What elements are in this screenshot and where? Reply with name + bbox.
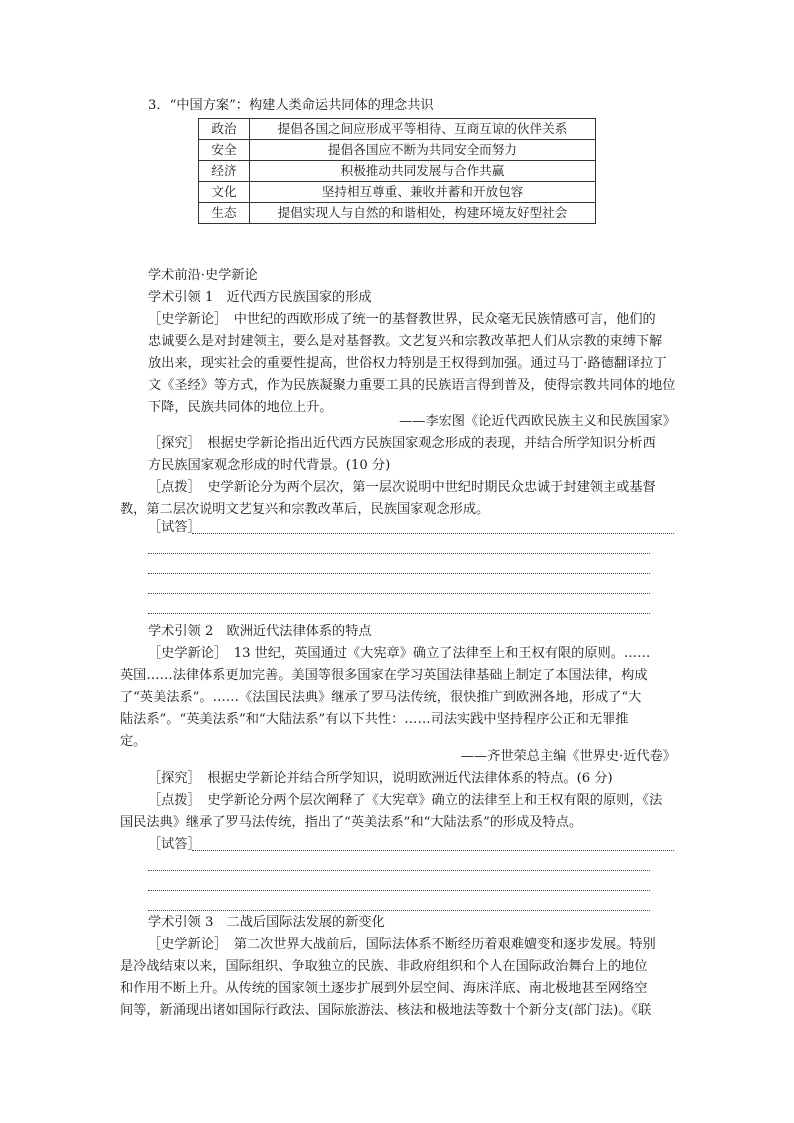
frontier-title: 学术前沿·史学新论 [148, 268, 258, 283]
lead1-text-line: 放出来，现实社会的重要性提高，世俗权力特别是王权得到加强。通过马丁·路德翻译拉丁 [148, 356, 667, 371]
section-heading: 3．“中国方案”：构建人类命运共同体的理念共识 [148, 98, 434, 113]
table-cell-value: 提倡各国之间应形成平等相待、互商互谅的伙伴关系 [250, 119, 596, 140]
lead1-text-line: 下降，民族共同体的地位上升。 [148, 400, 333, 415]
table-cell-key: 政治 [199, 119, 250, 140]
table-row [199, 182, 596, 203]
lead1-hint-line: ［点拨］ 史学新论分为两个层次，第一层次说明中世纪时期民众忠诚于封建领主或基督 [148, 480, 656, 495]
table-cell-value: 提倡实现人与自然的和谐相处，构建环境友好型社会 [250, 203, 596, 224]
lead1-title: 学术引领 1 近代西方民族国家的形成 [148, 290, 372, 305]
lead2-explore-line: ［探究］ 根据史学新论并结合所学知识，说明欧洲近代法律体系的特点。(6 分) [148, 771, 613, 786]
lead2-hint-line: ［点拨］ 史学新论分两个层次阐释了《大宪章》确立的法律至上和王权有限的原则，《法 [148, 793, 663, 808]
table-row [199, 119, 596, 140]
table-cell-value: 提倡各国应不断为共同安全而努力 [250, 140, 596, 161]
lead2-title: 学术引领 2 欧洲近代法律体系的特点 [148, 624, 372, 639]
lead2-text-line: 了“英美法系”。……《法国民法典》继承了罗马法传统，很快推广到欧洲各地，形成了“大 [120, 690, 642, 705]
answer-line[interactable] [148, 870, 650, 871]
table-cell-key: 安全 [199, 140, 250, 161]
lead3-text-line: ［史学新论］ 第二次世界大战前后，国际法体系不断经历着艰难嬗变和逐步发展。特别 [148, 937, 656, 952]
lead1-hint-line: 教，第二层次说明文艺复兴和宗教改革后，民族国家观念形成。 [120, 502, 490, 517]
lead3-text-line: 间等，新涌现出诸如国际行政法、国际旅游法、核法和极地法等数十个新分支(部门法)。《联 [120, 1003, 652, 1018]
lead2-text-line: 定。 [120, 734, 147, 749]
lead2-source: ——齐世荣总主编《世界史·近代卷》 [460, 749, 676, 764]
lead1-text-line: ［史学新论］ 中世纪的西欧形成了统一的基督教世界，民众毫无民族情感可言，他们的 [148, 312, 656, 327]
lead1-explore-line: 方民族国家观念形成的时代背景。(10 分) [148, 458, 391, 473]
table-cell-key: 经济 [199, 161, 250, 182]
lead1-text-line: 文《圣经》等方式，作为民族凝聚力重要工具的民族语言得到普及，使得宗教共同体的地位 [148, 378, 676, 393]
lead3-text-line: 是冷战结束以来，国际组织、争取独立的民族、非政府组织和个人在国际政治舞台上的地位 [120, 959, 648, 974]
table-cell-value: 积极推动共同发展与合作共赢 [250, 161, 596, 182]
table-cell-value: 坚持相互尊重、兼收并蓄和开放包容 [250, 182, 596, 203]
china-plan-table [198, 118, 596, 224]
table-cell-key: 文化 [199, 182, 250, 203]
answer-line[interactable] [148, 910, 650, 911]
lead1-source: ——李宏图《论近代西欧民族主义和民族国家》 [399, 414, 676, 429]
lead2-text-line: 陆法系”。“英美法系”和“大陆法系”有以下共性：……司法实践中坚持程序公正和无罪推 [120, 712, 629, 727]
lead1-answer-label: ［试答］ [148, 520, 201, 535]
table-row [199, 203, 596, 224]
lead2-text-line: 英国……法律体系更加完善。美国等很多国家在学习英国法律基础上制定了本国法律，构成 [120, 668, 648, 683]
lead2-text-line: ［史学新论］ 13 世纪，英国通过《大宪章》确立了法律至上和王权有限的原则。…… [148, 646, 651, 661]
table-row [199, 140, 596, 161]
lead2-hint-line: 国民法典》继承了罗马法传统，指出了“英美法系”和“大陆法系”的形成及特点。 [120, 815, 583, 830]
answer-line[interactable] [148, 593, 650, 594]
lead3-text-line: 和作用不断上升。从传统的国家领土逐步扩展到外层空间、海床洋底、南北极地甚至网络空 [120, 981, 648, 996]
answer-line[interactable] [148, 553, 650, 554]
lead3-title: 学术引领 3 二战后国际法发展的新变化 [148, 915, 385, 930]
lead1-text-line: 忠诚要么是对封建领主，要么是对基督教。文艺复兴和宗教改革把人们从宗教的束缚下解 [148, 334, 663, 349]
answer-line[interactable] [148, 613, 650, 614]
answer-line[interactable] [192, 533, 674, 534]
answer-line[interactable] [192, 850, 674, 851]
table-cell-key: 生态 [199, 203, 250, 224]
lead1-explore-line: ［探究］ 根据史学新论指出近代西方民族国家观念形成的表现，并结合所学知识分析西 [148, 436, 656, 451]
answer-line[interactable] [148, 890, 650, 891]
answer-line[interactable] [148, 573, 650, 574]
table-row [199, 161, 596, 182]
lead2-answer-label: ［试答］ [148, 837, 201, 852]
